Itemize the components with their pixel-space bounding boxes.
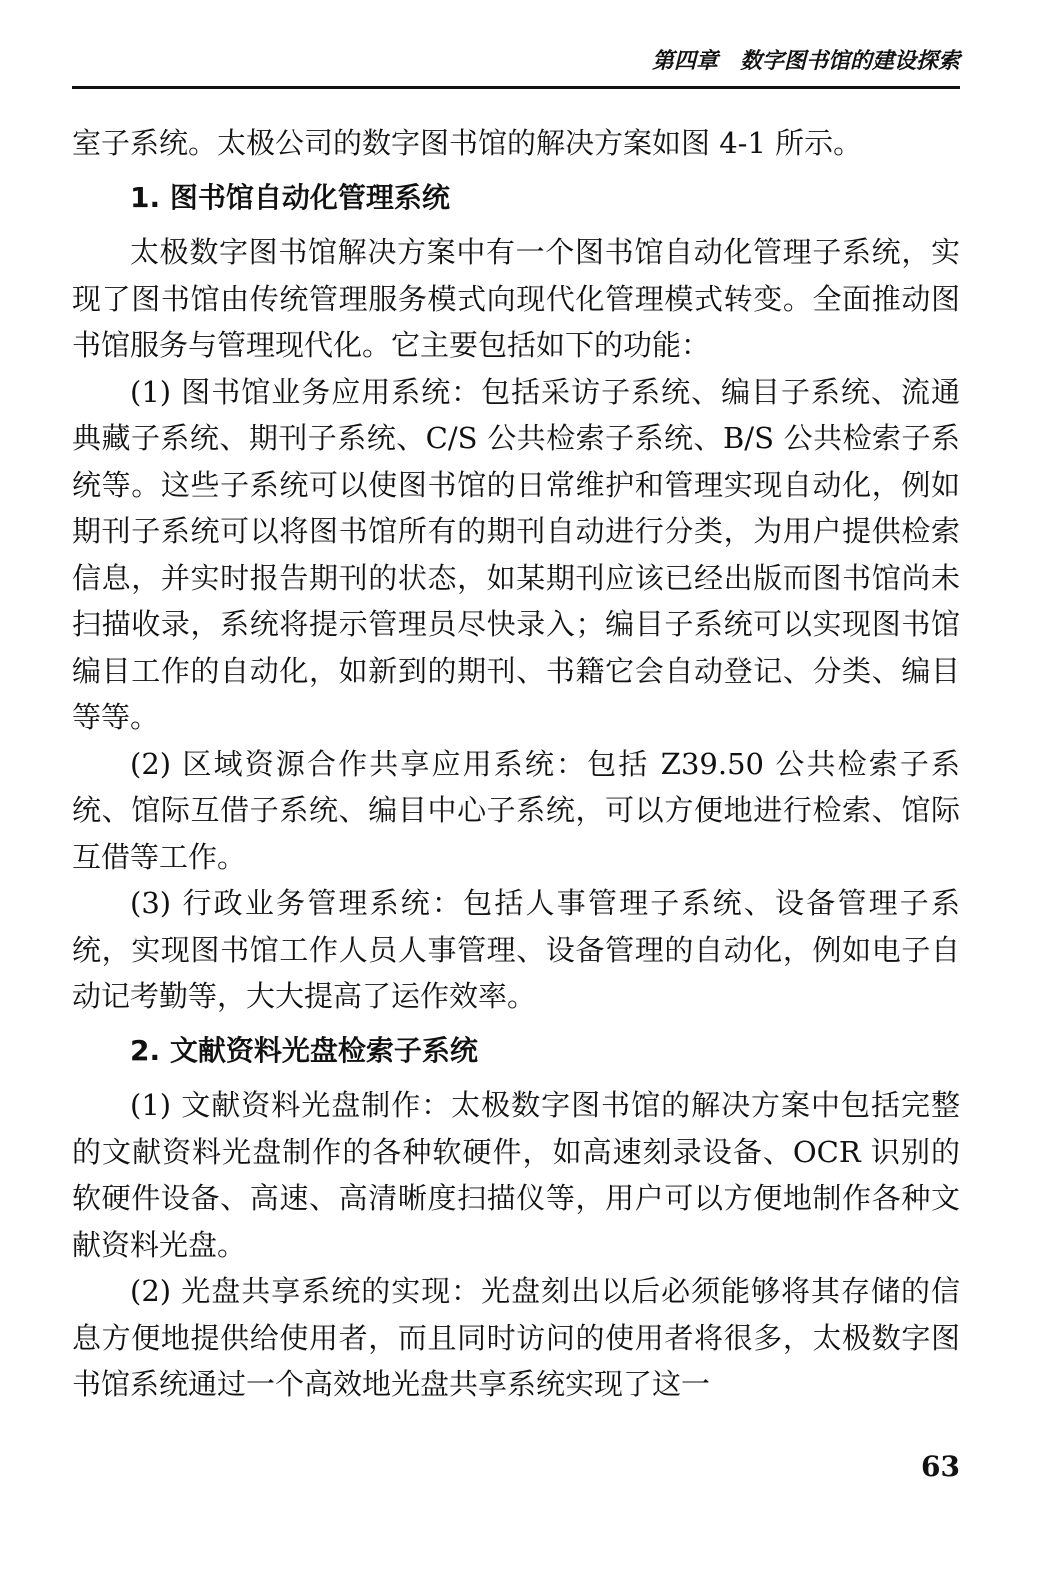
paragraph-item-5: (2) 光盘共享系统的实现：光盘刻出以后必须能够将其存储的信息方便地提供给使用者，而且同时访问的使用者将很多，太极数字图书馆系统通过一个高效地光盘共享系统实现了这一 xyxy=(72,1274,960,1401)
paragraph-intro: 太极数字图书馆解决方案中有一个图书馆自动化管理子系统，实现了图书馆由传统管理服务模式向现代化管理模式转变。全面推动图书馆服务与管理现代化。它主要包括如下的功能： xyxy=(72,235,960,362)
section-heading-1: 1. 图书馆自动化管理系统 xyxy=(130,180,450,214)
page-body xyxy=(72,120,960,1408)
paragraph-item-1: (1) 图书馆业务应用系统：包括采访子系统、编目子系统、流通典藏子系统、期刊子系统、C/S 公共检索子系统、B/S 公共检索子系统等。这些子系统可以使图书馆的日常维护和管理实现自动化，例如期刊子系统可以将图书馆所有的期刊自动进行分类，为用户提供检索信息，并实时报告期刊的状态，如某期刊应该已经出版而图书馆尚未扫描收录，系统将提示管理员尽快录入；编目子系统可以实现图书馆编目工作的自动化，如新到的期刊、书籍它会自动登记、分类、编目等等。 xyxy=(72,374,960,734)
paragraph-item-2: (2) 区域资源合作共享应用系统：包括 Z39.50 公共检索子系统、馆际互借子系统、编目中心子系统，可以方便地进行检索、馆际互借等工作。 xyxy=(72,746,960,874)
paragraph-item-4: (1) 文献资料光盘制作：太极数字图书馆的解决方案中包括完整的文献资料光盘制作的各种软硬件，如高速刻录设备、OCR 识别的软硬件设备、高速、高清晰度扫描仪等，用户可以方便地制作各种文献资料光盘。 xyxy=(72,1088,960,1262)
section-heading-2: 2. 文献资料光盘检索子系统 xyxy=(130,1033,478,1067)
running-header xyxy=(72,46,960,89)
chapter-title: 数字图书馆的建设探索 xyxy=(739,49,960,74)
paragraph-item-3: (3) 行政业务管理系统：包括人事管理子系统、设备管理子系统，实现图书馆工作人员人事管理、设备管理的自动化，例如电子自动记考勤等，大大提高了运作效率。 xyxy=(72,886,960,1013)
chapter-label: 第四章 xyxy=(651,49,718,74)
page-number: 63 xyxy=(921,1450,960,1483)
paragraph-continuation: 室子系统。太极公司的数字图书馆的解决方案如图 4-1 所示。 xyxy=(72,126,863,160)
